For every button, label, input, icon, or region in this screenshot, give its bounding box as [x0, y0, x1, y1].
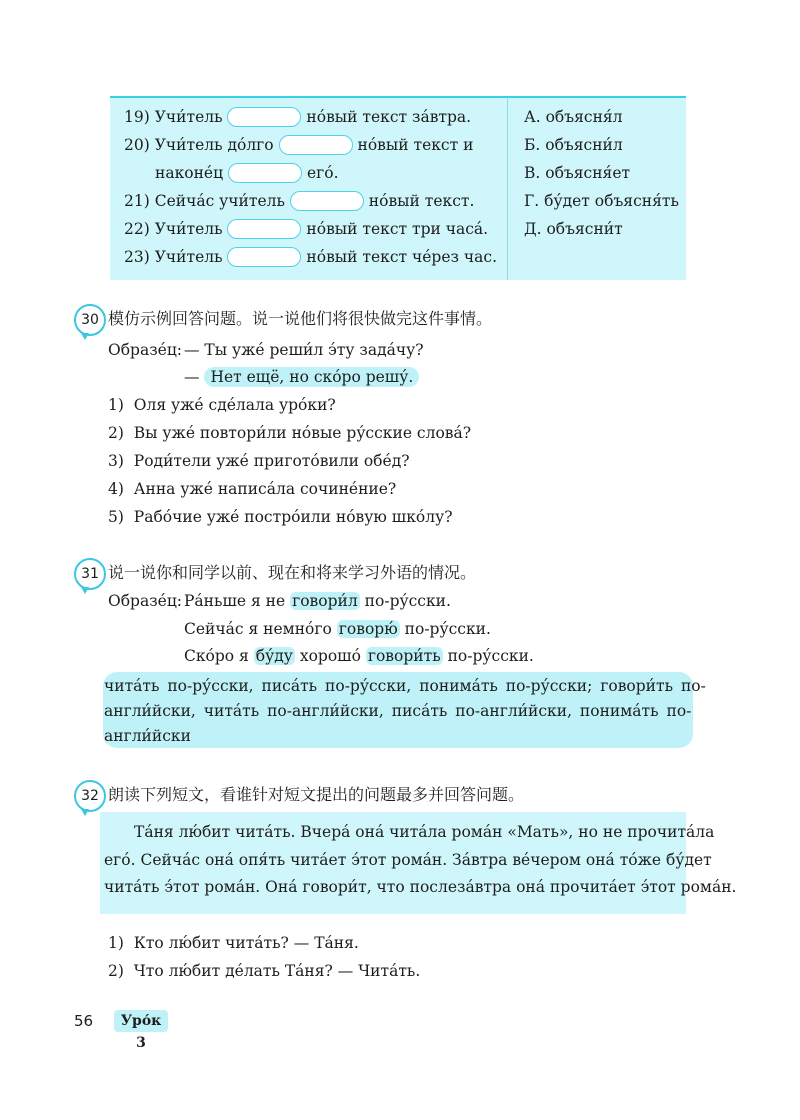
- answer-option: А. объясня́л: [524, 108, 623, 126]
- exercise-number-badge: 32: [74, 780, 106, 812]
- vocabulary-line: чита́ть по-ру́сски, писа́ть по-ру́сски, понима́ть по-ру́сски; говори́ть по-: [104, 677, 706, 695]
- table-row: 23) Учи́тель но́вый текст че́рез час.: [124, 248, 498, 266]
- answer-blank[interactable]: [279, 135, 353, 155]
- list-item: 4) Анна уже́ написа́ла сочине́ние?: [108, 480, 397, 498]
- vocabulary-line: англи́йски, чита́ть по-англи́йски, писа́ть по-англи́йски, понима́ть по-: [104, 702, 692, 720]
- verb-highlight: говорю́: [338, 620, 398, 638]
- answer-blank[interactable]: [227, 107, 301, 127]
- list-item: 3) Роди́тели уже́ пригото́вили обе́д?: [108, 452, 410, 470]
- list-item: 1) Кто лю́бит чита́ть? — Та́ня.: [108, 934, 359, 952]
- example-sentence: Ра́ньше я не говори́л по-ру́сски.: [184, 592, 451, 610]
- answer-option: В. объясня́ет: [524, 164, 631, 182]
- example-sentence: Сейча́с я немно́го говорю́ по-ру́сски.: [184, 620, 491, 638]
- example-label: Образе́ц:: [108, 341, 183, 359]
- example-label: Образе́ц:: [108, 592, 183, 610]
- answer-blank[interactable]: [227, 247, 301, 267]
- table-row: 19) Учи́тель но́вый текст за́втра.: [124, 108, 472, 126]
- example-question: — Ты уже́ реши́л э́ту зада́чу?: [184, 341, 424, 359]
- exercise-instruction: 说一说你和同学以前、现在和将来学习外语的情况。: [108, 563, 477, 582]
- example-answer: Нет ещё, но ско́ро решу́.: [204, 367, 419, 387]
- list-item: 5) Рабо́чие уже́ постро́или но́вую шко́лу?: [108, 508, 453, 526]
- exercise-number-badge: 31: [74, 558, 106, 590]
- reading-text-line: Та́ня лю́бит чита́ть. Вчера́ она́ чита́ла рома́н «Мать», но не прочита́ла: [134, 823, 715, 841]
- answer-blank[interactable]: [228, 163, 302, 183]
- table-row: 20) Учи́тель до́лго но́вый текст и: [124, 136, 474, 154]
- answer-option: Г. бу́дет объясня́ть: [524, 192, 679, 210]
- table-row: 21) Сейча́с учи́тель но́вый текст.: [124, 192, 475, 210]
- exercise-instruction: 朗读下列短文，看谁针对短文提出的问题最多并回答问题。: [108, 785, 525, 804]
- list-item: 1) Оля уже́ сде́лала уро́ки?: [108, 396, 336, 414]
- verb-highlight: бу́ду: [255, 647, 293, 665]
- lesson-label: Уро́к 3: [114, 1010, 168, 1032]
- example-answer-row: — Нет ещё, но ско́ро решу́.: [184, 367, 419, 387]
- reading-text-line: его́. Сейча́с она́ опя́ть чита́ет э́тот рома́н. За́втра ве́чером она́ то́же бу́дет: [104, 851, 712, 869]
- table-divider: [507, 98, 508, 280]
- page-number: 56: [74, 1012, 94, 1030]
- vocabulary-line: англи́йски: [104, 727, 191, 745]
- verb-highlight: говори́л: [292, 592, 358, 610]
- reading-text-line: чита́ть э́тот рома́н. Она́ говори́т, что послеза́втра она́ прочита́ет э́тот рома́н.: [104, 878, 737, 896]
- table-row: наконе́ц его́.: [155, 164, 339, 182]
- example-sentence: Ско́ро я бу́ду хорошо́ говори́ть по-ру́сски.: [184, 647, 534, 665]
- list-item: 2) Что лю́бит де́лать Та́ня? — Чита́ть.: [108, 962, 421, 980]
- table-row: 22) Учи́тель но́вый текст три часа́.: [124, 220, 489, 238]
- answer-option: Д. объясни́т: [524, 220, 623, 238]
- exercise-instruction: 模仿示例回答问题。说一说他们将很快做完这件事情。: [108, 309, 493, 328]
- answer-blank[interactable]: [227, 219, 301, 239]
- exercise-number-badge: 30: [74, 304, 106, 336]
- list-item: 2) Вы уже́ повтори́ли но́вые ру́сские слова́?: [108, 424, 472, 442]
- answer-blank[interactable]: [290, 191, 364, 211]
- verb-highlight: говори́ть: [367, 647, 441, 665]
- answer-option: Б. объясни́л: [524, 136, 623, 154]
